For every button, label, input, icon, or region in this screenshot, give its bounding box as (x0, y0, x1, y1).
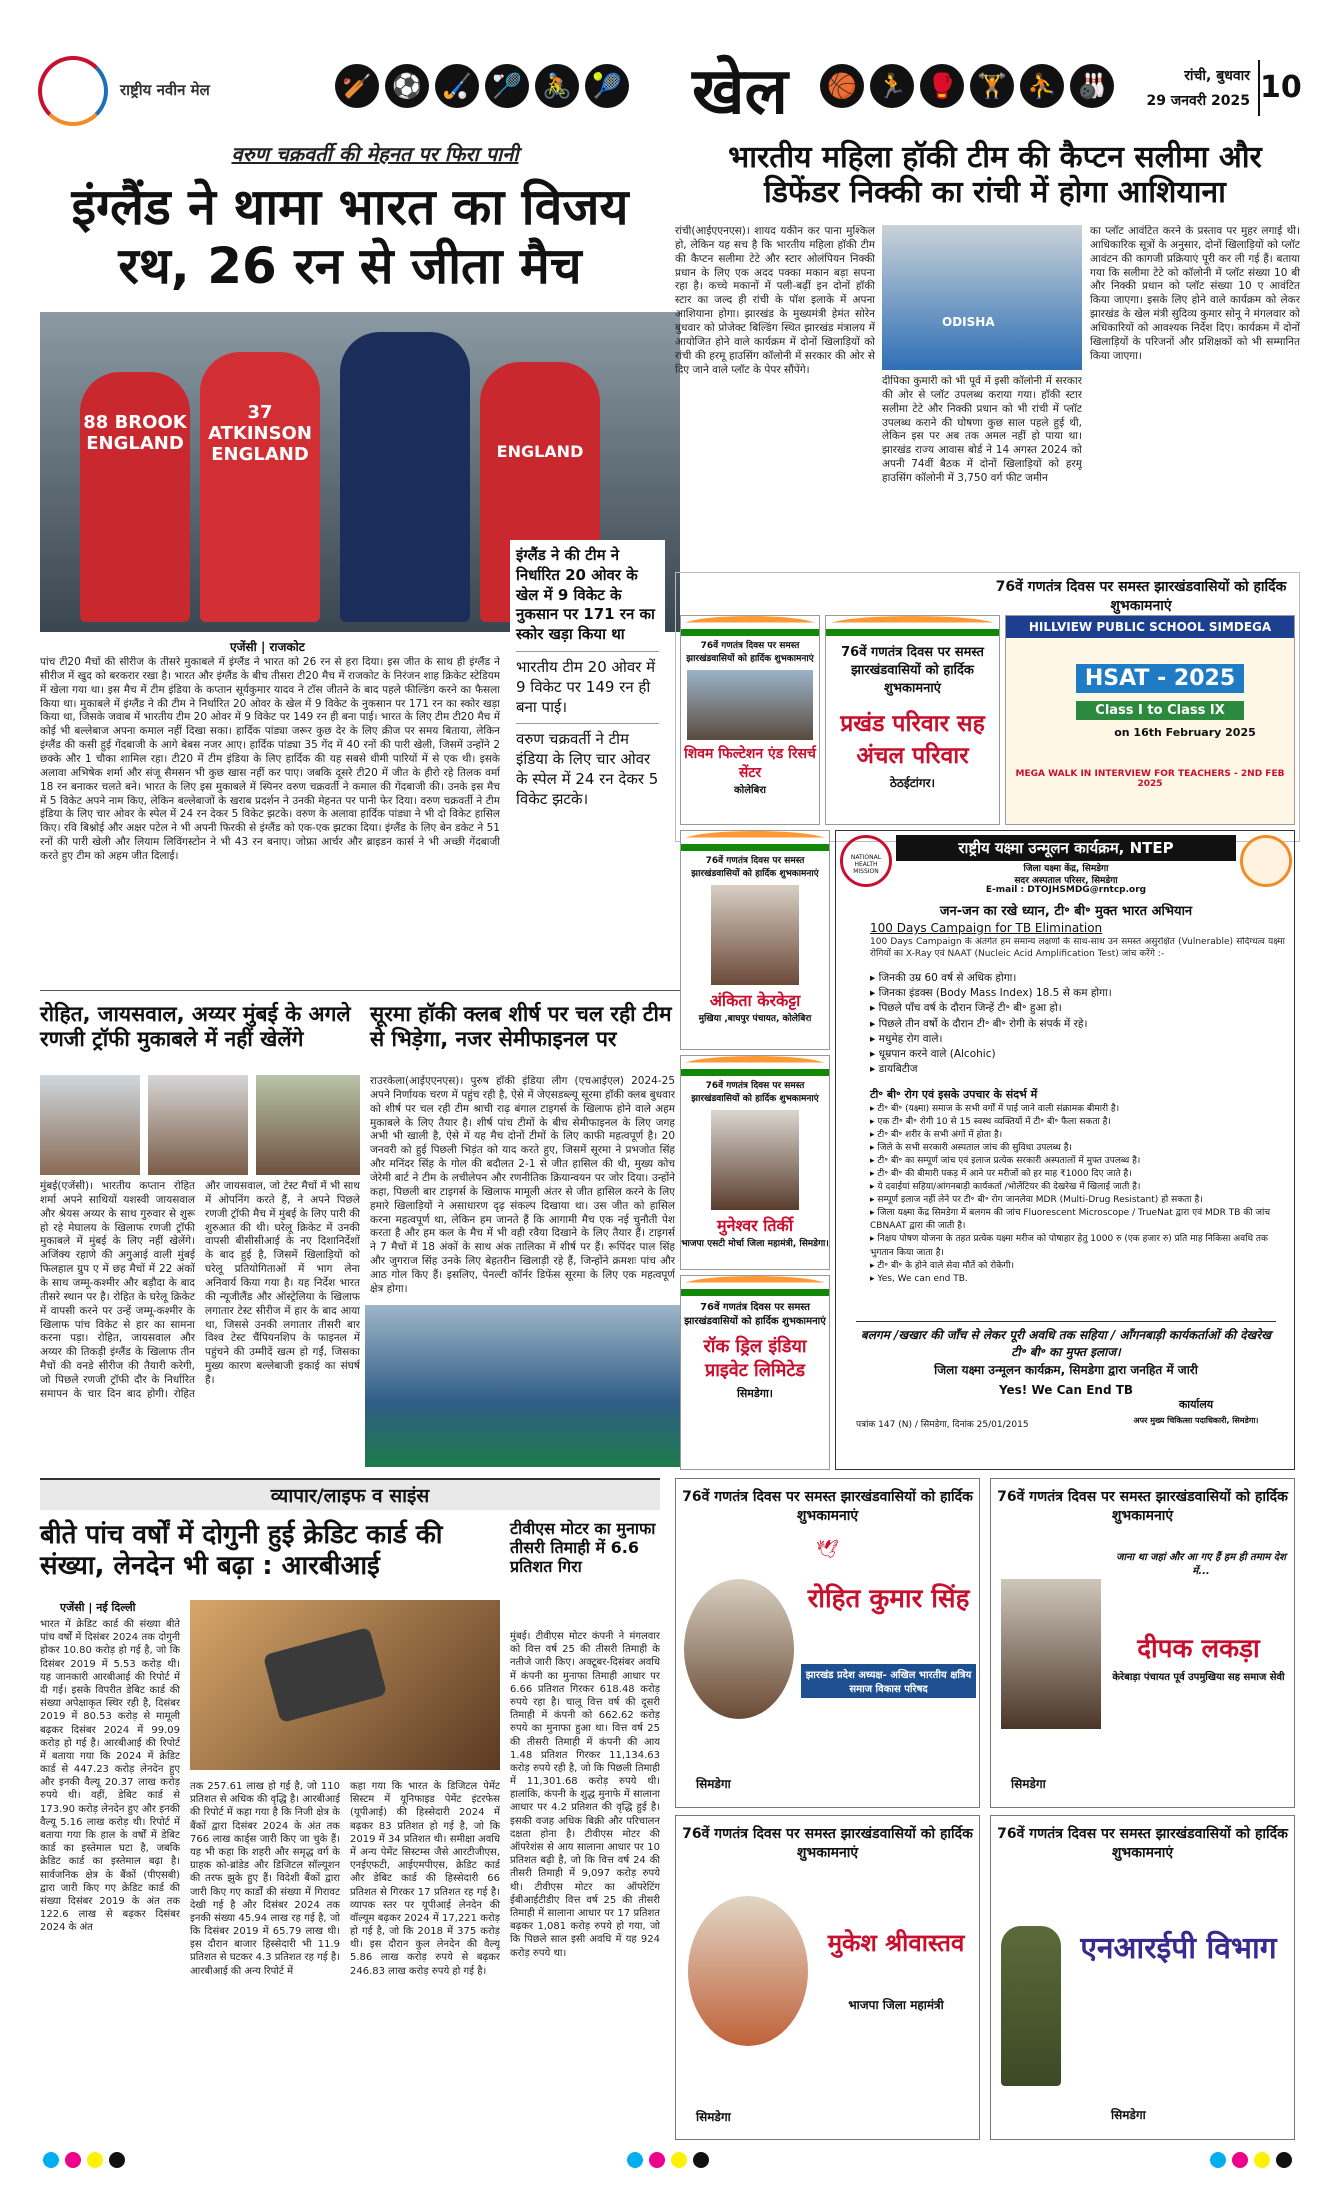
cycling-icon: 🚴 (535, 64, 579, 108)
tb-ad (835, 830, 1295, 1470)
tvs-body: मुंबई। टीवीएस मोटर कंपनी ने मंगलवार को वित्त वर्ष 25 की तीसरी तिमाही के नतीजे जारी किए। अक्टूबर-दिसंबर अवधि में कंपनी का मुनाफा तिमाही आधार पर 6.66 प्रतिशत गिरकर 618.48 करोड़ रुपये रहा है। चालू वित्त वर्ष की दूसरी तिमाही में कंपनी को 662.62 करोड़ रुपये का मुनाफा हुआ था। वित्त वर्ष 25 की तीसरी तिमाही में कंपनी की आय 1.48 प्रतिशत गिरकर 11,134.63 करोड़ रुपये रही है, जो कि पिछली तिमाही में 11,301.68 करोड़ रुपये थी। हालांकि, कंपनी के शुद्ध मुनाफे में सालाना आधार पर 4.2 प्रतिशत की वृद्धि हुई है। इसकी वजह अधिक बिक्री और परिचालन दक्षता होना है। टीवीएस मोटर की ऑपरेशंस से आय सालाना आधार पर 10 प्रतिशत बढ़ी है, जो कि वित्त वर्ष 24 की तीसरी तिमाही में 9,097 करोड़ रुपये थी। टीवीएस मोटर का ऑपरेटिंग ईबीआईटीडीए वित्त वर्ष 25 की तीसरी तिमाही में सालाना आधार पर 17 प्रतिशत बढ़कर 1,081 करोड़ रुपये हो गया, जो कि पिछले साल इसी अवधि में यह 924 करोड़ रुपये था। (510, 1631, 660, 1959)
lead-facts (510, 540, 665, 816)
tb-fact: ▸ टी॰ बी॰ शरीर के सभी अंगों में होता है। (870, 1130, 1003, 1141)
ad-nrep-greet: 76वें गणतंत्र दिवस पर समस्त झारखंडवासियों को हार्दिक शुभकामनाएं (997, 1826, 1288, 1861)
saleema-photo (882, 225, 1082, 370)
tb-fact: ▸ सम्पूर्ण इलाज नहीं लेने पर टी॰ बी॰ रोग जानलेवा MDR (Multi-Drug Resistant) हो सकता है। (870, 1195, 1203, 1206)
lead-byline: एजेंसी | राजकोट (230, 640, 305, 654)
cmyk-center (624, 2152, 712, 2172)
player-2: 37 ATKINSON ENGLAND (200, 352, 320, 622)
dove-icon: 🕊 (816, 1539, 839, 1560)
ad-shivam-name: शिवम फिल्टेशन एंड रिसर्च सेंटर (684, 746, 816, 781)
tb-fact: ▸ निक्षय पोषण योजना के तहत प्रत्येक यक्ष्मा मरीज को पोषाहार हेतु 1000 रु (एक हजार रु) प्रति माह निकिसा अवधि तक भुगतान किया जाता है। (870, 1234, 1268, 1258)
section-title: खेल (692, 54, 788, 129)
tb-fact: ▸ टी॰ बी॰ के होने वाले सेवा मौतें को रोकेगी। (870, 1260, 1014, 1271)
ad-muneshwar-name: मुनेश्वर तिर्की (717, 1216, 793, 1235)
nhm-logo: NATIONAL HEALTH MISSION (840, 835, 892, 887)
cc-photo (190, 1600, 500, 1770)
tb-slogan: जन-जन का रखे ध्यान, टी॰ बी॰ मुक्त भारत अभियान (939, 904, 1193, 919)
tb-fact: ▸ ये दवाईयां सहिया/आंगनबाड़ी कार्यकर्ता /भोलेंटियर की देखरेख में खिलाई जाती है। (870, 1182, 1141, 1193)
cc-headline: बीते पांच वर्षों में दोगुनी हुई क्रेडिट कार्ड की संख्या, लेनदेन भी बढ़ा : आरबीआई (40, 1520, 443, 1581)
ad-deepak-photo (1001, 1579, 1101, 1729)
tb-point: ▸ डायबिटीज (870, 1063, 918, 1076)
ad-hillview-name: HILLVIEW PUBLIC SCHOOL SIMDEGA (1006, 616, 1294, 638)
tvs-headline: टीवीएस मोटर का मुनाफा तीसरी तिमाही में 6.6 प्रतिशत गिरा (510, 1519, 656, 1576)
page-number: 10 (1258, 60, 1294, 116)
saleema-body-3: का प्लॉट आवंटित करने के प्रस्ताव पर मुहर लगाई थी। आधिकारिक सूत्रों के अनुसार, दोनों खिलाड़ियों को प्लॉट आवंटन की कागजी प्रक्रियाएं पूरी कर ली गई हैं। बताया गया कि सलीमा टेटे को कॉलोनी में प्लॉट संख्या 10 बी और निक्की प्रधान को प्लॉट संख्या 10 ए आवंटित किया जाएगा। इसके लिए होने वाले कार्यक्रम को लेकर झारखंड के खेल मंत्री सुदिव्य कुमार सोनू ने मंगलवार को अधिकारियों को आवश्यक निर्देश दिए। कार्यक्रम में दोनों खिलाड़ियों के परिजनों और प्रशिक्षकों को भी सम्मानित किया जाएगा। (1090, 225, 1300, 362)
tb-fact: ▸ Yes, We can end TB. (870, 1273, 968, 1284)
cc-byline: एजेंसी | नई दिल्ली (60, 1601, 136, 1614)
tb-intro: 100 Days Campaign के अंतर्गत हम समान्य लक्षणों के साथ-साथ उन समस्त असुरक्षित (Vulnerable) संदिग्धत्व यक्ष्मा रोगियों का X-Ray एवं NAAT (Nucleic Acid Amplification Test) जांच करेंगे :- (870, 937, 1285, 959)
player-4: ENGLAND (480, 362, 600, 622)
tb-office-label: कार्यालय (1178, 1398, 1214, 1411)
tb-point: ▸ धूम्रपान करने वाले (Alcohic) (870, 1048, 996, 1061)
tb-patrank: पत्रांक 147 (N) / सिमडेगा, दिनांक 25/01/2015 (856, 1420, 1029, 1430)
ad-hsat: HSAT - 2025 (1076, 664, 1244, 693)
ad-muneshwar (680, 1055, 830, 1270)
basketball-icon: 🏀 (820, 64, 864, 108)
ad-prakhand (825, 615, 1000, 825)
registration-marks (40, 2152, 1295, 2172)
dateline (1140, 66, 1250, 110)
ad-mukesh-greet: 76वें गणतंत्र दिवस पर समस्त झारखंडवासियों को हार्दिक शुभकामनाएं (682, 1826, 973, 1861)
tb-point: ▸ पिछले पाँच वर्ष के दौरान जिन्हें टी॰ बी॰ हुआ हो। (870, 1002, 1062, 1015)
tb-fact: ▸ टी॰ बी॰ (यक्ष्मा) समाज के सभी वर्गों में पाई जाने वाली संक्रामक बीमारी है। (870, 1104, 1120, 1114)
hockey-icon: 🏑 (435, 64, 479, 108)
ad-mukesh-name: मुकेश श्रीवास्तव (827, 1929, 965, 1957)
cmyk-left (40, 2152, 128, 2172)
tb-office: जिला यक्ष्मा केंद्र, सिमडेगा (1023, 864, 1109, 874)
ad-muneshwar-role: भाजपा एसटी मोर्चा जिला महामंत्री, सिमडेगा। (681, 1239, 829, 1249)
tb-footer-1: बलगम /खखार की जाँच से लेकर पूरी अवधि तक सहिया / आँगनबाड़ी कार्यकर्ताओं की देखरेख टी॰ बी॰ का मुफ्त इलाज। (856, 1321, 1276, 1360)
player-3 (340, 332, 470, 622)
tb-fact: ▸ जिले के सभी सरकारी अस्पताल जांच की सुविधा उपलब्ध है। (870, 1143, 1072, 1154)
running-icon: 🏃 (870, 64, 914, 108)
saleema-photo-label: ODISHA (942, 315, 995, 329)
tb-campaign: 100 Days Campaign for TB Elimination (870, 921, 1103, 935)
cc-body-2: तक 257.61 लाख हो गई है, जो 110 प्रतिशत से अधिक की वृद्धि है। आरबीआई की रिपोर्ट में कहा गया है कि निजी क्षेत्र के बैंकों द्वारा दिसंबर 2024 के अंत तक 766 लाख कार्ड्स जारी किए जा चुके हैं। यह भी कहा कि शहरी और समृद्ध वर्ग के ग्राहक को-ब्रांडेड और डिजिटल सॉल्यूशन की तरफ झुके हुए हैं। विदेशी बैंकों द्वारा जारी किए गए कार्डों की संख्या में गिरावट देखी गई है और दिसंबर 2024 तक इनकी संख्या 45.94 लाख रह गई है, जो कि दिसंबर 2019 में 65.79 लाख थी। इस दौरान बाजार हिस्सेदारी भी 11.9 प्रतिशत से घटकर 4.3 प्रतिशत रह गई है। आरबीआई की अन्य रिपोर्ट में (190, 1781, 340, 1977)
ad-ankita-name: अंकिता केरकेट्टा (709, 991, 801, 1010)
ad-deepak-role: केरेबाड़ा पंचायत पूर्व उपमुखिया सह समाज सेवी (1112, 1672, 1285, 1683)
ad-deepak-quote: जाना था जहां और आ गए हैं हम ही तमाम देश में... (1116, 1552, 1286, 1577)
rohit-headline: रोहित, जायसवाल, अय्यर मुंबई के अगले रणजी ट्रॉफी मुकाबले में नहीं खेलेंगे (40, 1002, 351, 1051)
badminton-icon: 🏸 (485, 64, 529, 108)
cmyk-right (1207, 2152, 1295, 2172)
date: 29 जनवरी 2025 (1146, 93, 1250, 109)
lead-kicker: वरुण चक्रवर्ती की मेहनत पर फिरा पानी (231, 142, 519, 166)
ad-mukesh-role: भाजपा जिला महामंत्री (848, 1998, 944, 2012)
ad-shivam-greet: 76वें गणतंत्र दिवस पर समस्त झारखंडवासियों को हार्दिक शुभकामनाएं (686, 641, 814, 664)
photo-jaiswal (148, 1075, 248, 1175)
tb-point: ▸ जिनका इंडक्स (Body Mass Index) 18.5 से कम होगा। (870, 987, 1112, 1000)
ad-deepak-place: सिमडेगा (1011, 1777, 1046, 1791)
ad-shivam (680, 615, 820, 825)
tb-fact: ▸ जिला यक्ष्मा केंद्र सिमडेगा में बलगम की जांच Fluorescent Microscope / TrueNat द्वारा एवं MDR TB की जांच CBNAAT द्वारा की जाती है। (870, 1208, 1271, 1232)
ad-mukesh (675, 1815, 980, 2140)
tb-point: ▸ पिछले तीन वर्षो के दौरान टी॰ बी॰ रोगी के संपर्क में रहे। (870, 1017, 1088, 1030)
tb-point: ▸ मधुमेह रोग वाले। (870, 1032, 943, 1045)
photo-rohit (40, 1075, 140, 1175)
logo-emblem-icon (38, 56, 108, 126)
fact-2: भारतीय टीम 20 ओवर में 9 विकेट पर 149 रन ही बना पाई। (516, 657, 656, 716)
ad-ankita (680, 830, 830, 1050)
ad-rohit-kumar (675, 1478, 980, 1808)
ad-shivam-photo (687, 670, 813, 740)
ad-rohit-photo (684, 1579, 794, 1719)
ad-prakhand-name: प्रखंड परिवार सह अंचल परिवार (840, 711, 985, 769)
ad-muneshwar-photo (711, 1110, 799, 1210)
tb-title: राष्ट्रीय यक्ष्मा उन्मूलन कार्यक्रम, NTEP (896, 835, 1236, 861)
bowling-icon: 🎳 (1070, 64, 1114, 108)
soldier-icon (1001, 1926, 1061, 2086)
tb-points (870, 971, 1285, 1078)
ad-mukesh-place: सिमडेगा (696, 2110, 731, 2124)
ad-deepak (990, 1478, 1295, 1808)
hockey-body: राउरकेला(आईएएनएस)। पुरुष हॉकी इंडिया लीग (एचआईएल) 2024-25 अपने निर्णायक चरण में पहुंच रही है, ऐसे में जेएसडब्ल्यू सूरमा हॉकी क्लब बुधवार को शीर्ष पर चल रही टीम श्राची राढ़ बंगाल टाइगर्स के खिलाफ होने वाले अहम मुकाबले के लिए तैयार है। शीर्ष पांच टीमों के बीच सेमीफाइनल के लिए जगह अभी भी खाली है, ऐसे में यह मैच दोनों टीमों के लिए काफी महत्वपूर्ण है। 20 जनवरी को हुई पिछली भिड़ंत को याद करते हुए, जिसमें सूरमा ने प्रभजोत सिंह और मनिंदर सिंह के गोल की बदौलत 2-1 से जीत हासिल की थी, मुख्य कोच जेरेमी बार्ट ने टीम के लचीलेपन और रणनीतिक क्रियान्वयन पर जोर दिया। उन्होंने कहा, पिछली बार टाइगर्स के खिलाफ मामूली अंतर से जीत हासिल करने के लिए हमारे खिलाड़ियों ने असाधारण दृढ़ संकल्प दिखाया था। उस जीत को हासिल करना महत्वपूर्ण था, लेकिन हम जानते हैं कि आगामी मैच एक नई चुनौती पेश करता है और हम कल के मैच में भी वही रवैया दिखाने के लिए तैयार हैं। टाइगर्स ने 7 मैचों में 18 अंकों के साथ अंक तालिका में शीर्ष पर हैं। रूपिंदर पाल सिंह और जुगराज सिंह उनके लिए बेहतरीन खिलाड़ी रहे हैं, जिन्होंने क्रमशः पांच और आठ गोल किए हैं। इसलिए, पेनल्टी कॉर्नर डिफेंस सूरमा के लिए एक महत्वपूर्ण क्षेत्र होगा। (370, 1075, 675, 1295)
ad-mukesh-photo (688, 1896, 808, 2046)
ad-rock-place: सिमडेगा। (737, 1387, 773, 1400)
tb-office2: सदर अस्पताल परिसर, सिमडेगा (1014, 876, 1118, 886)
weightlifting-icon: 🏋 (970, 64, 1014, 108)
paper-name: राष्ट्रीय नवीन मेल (120, 81, 210, 99)
ad-rohit-place: सिमडेगा (696, 1777, 731, 1791)
lead-headline: इंग्लैंड ने थामा भारत का विजय रथ, 26 रन से जीता मैच (71, 178, 629, 295)
tb-fact: ▸ एक टी॰ बी॰ रोगी 10 से 15 स्वस्थ व्यक्तियों में टी॰ बी॰ फैला सकता है। (870, 1117, 1111, 1128)
rohit-body: मुंबई(एजेंसी)। भारतीय कप्तान रोहित शर्मा अपने साथियों यशस्वी जायसवाल और श्रेयस अय्यर के साथ गुरुवार से शुरू हो रहे मेघालय के खिलाफ रणजी ट्रॉफी मुकाबले में मुंबई के लिए नहीं खेलेंगे। अजिंक्य रहाणे की अगुआई वाली मुंबई फिलहाल ग्रुप ए में छह मैचों में 22 अंकों के साथ जम्मू-कश्मीर और बड़ौदा के बाद तीसरे स्थान पर है। रोहित के घरेलू क्रिकेट में वापसी करने पर उन्हें जम्मू-कश्मीर के खिलाफ पांच विकेट से हार का सामना करना पड़ा। रोहित, जायसवाल और अय्यर की तिकड़ी इंग्लैंड के खिलाफ तीन मैचों की वनडे सीरीज की तैयारी करेगी, जो पिछले रणजी ट्रॉफी दौर के निर्धारित समापन के चार दिन बाद होगी। रोहित और जायसवाल, जो टेस्ट मैचों में भी साथ में ओपनिंग करते हैं, ने अपने पिछले रणजी ट्रॉफी मैच में मुंबई के लिए पारी की शुरुआत की थी। घरेलू क्रिकेट में उनकी वापसी बीसीसीआई के नए दिशानिर्देशों के बाद हुई है, जिसमें खिलाड़ियों को घरेलू प्रतियोगिताओं में भाग लेना अनिवार्य किया गया है। यह निर्देश भारत की न्यूजीलैंड और ऑस्ट्रेलिया के खिलाफ लगातार टेस्ट सीरीज में हार के बाद आया था, जिससे उनकी लगातार तीसरी बार विश्व टेस्ट चैंपियनशिप के फाइनल में पहुंचने की उम्मीदें खत्म हो गईं, जिसका मुख्य कारण बल्लेबाजी इकाई का संघर्ष है। (40, 1180, 360, 1400)
ad-rohit-greet: 76वें गणतंत्र दिवस पर समस्त झारखंडवासियों को हार्दिक शुभकामनाएं (682, 1489, 973, 1524)
tb-fact: ▸ टी॰ बी॰ की बीमारी पकड़ में आने पर मरीजों को हर माह ₹1000 दिए जाते है। (870, 1169, 1132, 1180)
football-icon: ⚽ (385, 64, 429, 108)
ad-muneshwar-greet: 76वें गणतंत्र दिवस पर समस्त झारखंडवासियों को हार्दिक शुभकामनाएं (691, 1081, 819, 1104)
tb-facts (870, 1103, 1285, 1286)
tb-officer: अपर मुख्य चिकित्सा पदाधिकारी, सिमडेगा। (1133, 1416, 1259, 1425)
hurdles-icon: ⛹ (1020, 64, 1064, 108)
business-banner-label: व्यापार/लाइफ व साइंस (270, 1485, 430, 1507)
ad-rohit-role: झारखंड प्रदेश अध्यक्ष- अखिल भारतीय क्षत्रिय समाज विकास परिषद (801, 1664, 976, 1698)
ad-deepak-name: दीपक लकड़ा (1137, 1634, 1260, 1664)
ad-nrep-place: सिमडेगा (1111, 2108, 1146, 2122)
ad-ankita-photo (711, 885, 799, 985)
ad-hsat-walk: MEGA WALK IN INTERVIEW FOR TEACHERS - 2ND FEB 2025 (1015, 769, 1285, 789)
tb-point: ▸ जिनकी उम्र 60 वर्ष से अधिक होगा। (870, 972, 1017, 984)
tb-email: E-mail : DTOJHSMDG@rntcp.org (985, 885, 1147, 895)
fact-3: वरुण चक्रवर्ती ने टीम इंडिया के लिए चार ओवर के स्पेल में 24 रन देकर 5 विकेट झटके। (516, 730, 659, 808)
tennis-icon: 🎾 (585, 64, 629, 108)
ad-hillview (1005, 615, 1295, 825)
saleema-body-1: रांची(आईएएनएस)। शायद यकीन कर पाना मुश्किल हो, लेकिन यह सच है कि भारतीय महिला हॉकी टीम की कैप्टन सलीमा टेटे और स्टार ओलंपियन निक्की प्रधान के लिए एक अदद पक्का मकान बड़ा सपना रहा है। कच्चे मकानों में पली-बढ़ीं इन दोनों हॉकी स्टार का जल्द ही रांची के पॉश इलाके में अपना आशियाना होगा। झारखंड के मुख्यमंत्री हेमंत सोरेन बुधवार को प्रोजेक्ट बिल्डिंग स्थित झारखंड मंत्रालय में आयोजित होने वाले कार्यक्रम में दोनों खिलाड़ियों को रांची की हरमू हाउसिंग कॉलोनी में सरकार की ओर से दिए जाने वाले प्लॉट के पेपर सौंपेंगे। (675, 225, 875, 376)
boxing-icon: 🥊 (920, 64, 964, 108)
photo-iyer (256, 1075, 360, 1175)
ad-deepak-greet: 76वें गणतंत्र दिवस पर समस्त झारखंडवासियों को हार्दिक शुभकामनाएं (997, 1489, 1288, 1524)
player-1: 88 BROOK ENGLAND (80, 372, 190, 622)
ad-rohit-name: रोहित कुमार सिंह (807, 1584, 970, 1614)
tb-fact: ▸ टी॰ बी॰ का सम्पूर्ण जांच एवं इलाज प्रत्येक सरकारी अस्पतालों में मुफ्त उपलब्ध है। (870, 1156, 1141, 1167)
ad-prakhand-greet: 76वें गणतंत्र दिवस पर समस्त झारखंडवासियों को हार्दिक शुभकामनाएं (841, 645, 984, 696)
hockey-photo (365, 1305, 680, 1467)
ad-rock (680, 1275, 830, 1470)
city-day: रांची, बुधवार (1184, 68, 1250, 84)
sports-icons-left (335, 64, 655, 120)
saleema-body-2: दीपिका कुमारी को भी पूर्व में इसी कॉलोनी में सरकार की ओर से प्लॉट उपलब्ध कराया गया। हॉकी स्टार सलीमा टेटे और निक्की प्रधान को भी रांची में प्लॉट उपलब्ध कराने की घोषणा कुछ साल पहले हुई थी, लेकिन इस पर अब तक अमल नहीं हो पाया था। झारखंड राज्य आवास बोर्ड ने 14 अगस्त 2024 को अपनी 74वीं बैठक में दोनों खिलाड़ियों को हरमू हाउसिंग कॉलोनी में 3,750 वर्ग फीट जमीन (882, 375, 1082, 485)
rohit-photos (40, 1075, 360, 1175)
ad-hsat-class: Class I to Class IX (1076, 701, 1244, 720)
credit-card-icon (263, 1627, 387, 1723)
ad-top-title: 76वें गणतंत्र दिवस पर समस्त झारखंडवासियों को हार्दिक शुभकामनाएं (995, 579, 1287, 614)
ad-rock-greet: 76वें गणतंत्र दिवस पर समस्त झारखंडवासियों को हार्दिक शुभकामनाएं (684, 1302, 826, 1327)
cc-body-1: भारत में क्रेडिट कार्ड की संख्या बीते पांच वर्षों में दिसंबर 2024 तक दोगुनी होकर 10.80 करोड़ हो गई है, जो कि दिसंबर 2019 में 5.53 करोड़ थी। यह जानकारी आरबीआई की रिपोर्ट में दी गई। इसके विपरीत डेबिट कार्ड की संख्या अपेक्षाकृत स्थिर रही है, दिसंबर 2019 में 80.53 करोड़ से मामूली बढ़कर दिसंबर 2024 में 99.09 करोड़ हो गई है। आरबीआई की रिपोर्ट में बताया गया कि 2024 में क्रेडिट कार्ड से 447.23 करोड़ लेनदेन हुए और इनकी वैल्यू 20.37 लाख करोड़ रुपये थी। वहीं, डेबिट कार्ड से 173.90 करोड़ लेनदेन हुए और इनकी वैल्यू 5.16 लाख करोड़ थी। रिपोर्ट में बताया गया कि हाल के वर्षों में डेबिट कार्ड का इस्तेमाल घटा है, जबकि क्रेडिट कार्ड का इस्तेमाल बढ़ा है। सार्वजनिक क्षेत्र के बैंकों (पीएसबी) द्वारा जारी किए गए क्रेडिट कार्ड की संख्या दिसंबर 2019 के अंत तक 122.6 लाख से बढ़कर दिसंबर 2024 के अंत (40, 1619, 180, 1934)
paper-logo (30, 54, 290, 128)
lead-body: पांच टी20 मैचों की सीरीज के तीसरे मुकाबले में इंग्लैंड ने भारत को 26 रन से हरा दिया। इस जीत के साथ ही इंग्लैंड ने सीरीज में खुद को बरकरार रखा है। भारत और इंग्लैंड के बीच तीसरा टी20 मैच में राजकोट के निरंजन शाह क्रिकेट स्टेडियम में खेला गया था। इस मैच में टीम इंडिया के कप्तान सूर्यकुमार यादव ने टॉस जीतने के बाद पहले फील्डिंग करने का फैसला किया था। मुकाबले में इंग्लैंड ने की टीम ने निर्धारित 20 ओवर के खेल में 9 विकेट के नुकसान पर 171 रन का स्कोर खड़ा किया था, जिसके जवाब में भारतीय टीम 20 ओवर में 9 विकेट पर 149 रन ही बना पाई। भारत के लिए टीम टी20 मैच में कोई भी बल्लेबाज अपना कमाल नहीं दिखा सका। हार्दिक पांड्या जरूर कुछ देर के लिए क्रीज पर समय बिताया, लेकिन इंग्लैंड की कसी हुई गेंदबाजी के आगे बेबस नजर आए। हार्दिक पांड्या 35 गेंद में 40 रनों की पारी खेली, जिसमें उन्होंने 2 छक्के और 1 चौका शामिल रहा। टी20 में टीम इंडिया के लिए हार्दिक की यह सबसे धीमी पारियों में से एक थी। इसके अलावा अभिषेक शर्मा और संजू सैमसन भी कुछ खास नहीं कर पाए। जबकि दूसरे टी20 में जीत के हीरो रहे तिलक वर्मा 18 रन बनाकर चलते बने। भारत के लिए इस मुकाबले में स्पिनर वरुण चक्रवर्ती ने कमाल की गेंदबाजी की। उनके इस मैच में 5 विकेट अपने नाम किए, लेकिन बल्लेबाजों के खराब प्रदर्शन ने उनकी मेहनत पर पानी फेर दिया। वरुण चक्रवर्ती ने टीम इंडिया के लिए चार ओवर के स्पेल में 24 रन देकर 5 विकेट झटके। वरुण के अलावा हार्दिक पांड्या ने भी दो विकेट हासिल किए। रवि बिश्नोई और अक्षर पटेल ने भी अपनी फिरकी से इंग्लैंड को एक-एक झटका दिया। इंग्लैंड के लिए बेन डकेट ने 51 रनों की पारी खेली और लियाम लिविंगस्टोन ने भी 43 रन बनाए। जोफ्रा आर्चर और ब्राइडन कार्स ने भी अच्छी गेंदबाजी करते हुए टीम को अहम जीत दिलाई। (40, 656, 500, 863)
saleema-headline: भारतीय महिला हॉकी टीम की कैप्टन सलीमा और डिफेंडर निक्की का रांची में होगा आशियाना (728, 140, 1262, 211)
ad-ankita-greet: 76वें गणतंत्र दिवस पर समस्त झारखंडवासियों को हार्दिक शुभकामनाएं (691, 856, 819, 879)
ad-hsat-date: on 16th February 2025 (1114, 726, 1256, 739)
sports-icons-right (820, 64, 1140, 120)
ad-nrep (990, 1815, 1295, 2140)
tb-footer-2: जिला यक्ष्मा उन्मूलन कार्यक्रम, सिमडेगा द्वारा जनहित में जारी (934, 1363, 1198, 1377)
cc-body-3: कहा गया कि भारत के डिजिटल पेमेंट सिस्टम में यूनिफाइड पेमेंट इंटरफेस (यूपीआई) की हिस्सेदारी 2024 में बढ़कर 83 प्रतिशत हो गई है, जो कि 2019 में 34 प्रतिशत थी। समीक्षा अवधि में अन्य पेमेंट सिस्टम्स जैसे आरटीजीएस, एनईएफटी, आईएमपीएस, क्रेडिट कार्ड और डेबिट कार्ड की हिस्सेदारी 66 प्रतिशत से गिरकर 17 प्रतिशत रह गई है। व्यापक स्तर पर यूपीआई लेनदेन की वॉल्यूम बढ़कर 2024 में 17,221 करोड़ हो गई है, जो कि 2018 में 375 करोड़ थी। इस दौरान कुल लेनदेन की वैल्यू 5.86 लाख करोड़ रुपये से बढ़कर 246.83 लाख करोड़ रुपये हो गई है। (350, 1781, 500, 1977)
fact-1: इंग्लैंड ने की टीम ने निर्धारित 20 ओवर के खेल में 9 विकेट के नुकसान पर 171 रन का स्कोर खड़ा किया था (516, 546, 655, 644)
tb-facts-title: टी॰ बी॰ रोग एवं इसके उपचार के संदर्भ में (870, 1088, 1038, 1101)
ad-ankita-role: मुखिया ,बाघपुर पंचायत, कोलेबिरा (698, 1014, 812, 1024)
hockey-headline: सूरमा हॉकी क्लब शीर्ष पर चल रही टीम से भिड़ेगा, नजर सेमीफाइनल पर (370, 1002, 672, 1051)
ad-prakhand-place: ठेठईटांगर। (889, 776, 936, 790)
masthead (30, 50, 1302, 134)
business-banner (40, 1478, 660, 1510)
ad-nrep-name: एनआरईपी विभाग (1080, 1931, 1277, 1966)
tb-footer-3: Yes! We Can End TB (998, 1383, 1134, 1397)
cricket-icon: 🏏 (335, 64, 379, 108)
ntep-logo (1240, 835, 1292, 887)
ad-rock-name: रॉक ड्रिल इंडिया प्राइवेट लिमिटेड (703, 1336, 807, 1381)
ad-shivam-place: कोलेबिरा (733, 785, 767, 796)
